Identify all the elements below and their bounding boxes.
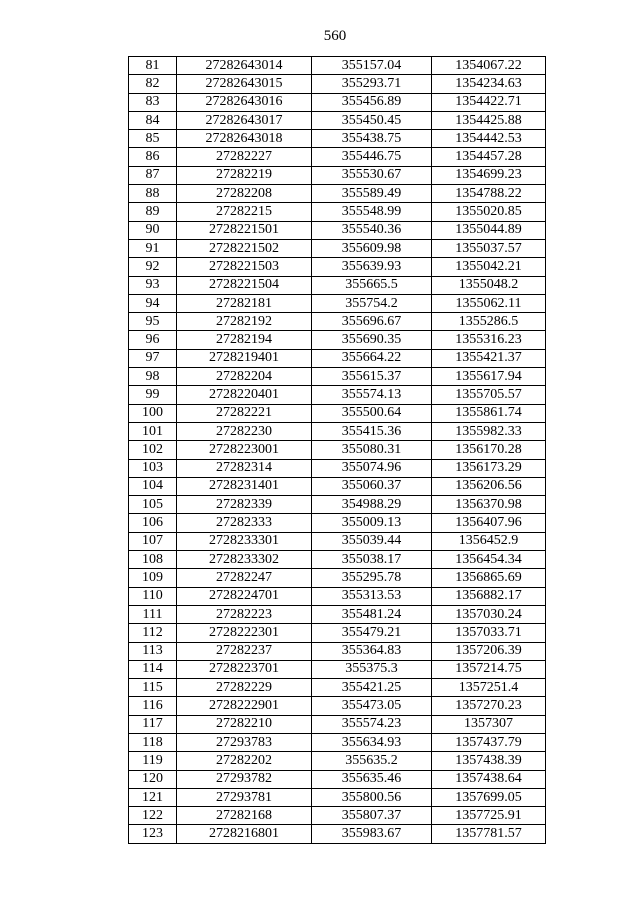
- point-number-cell: 98: [129, 368, 177, 386]
- x-coordinate-cell: 355364.83: [312, 642, 432, 660]
- table-row: [129, 148, 546, 166]
- table-row: [129, 770, 546, 788]
- x-coordinate-cell: 355009.13: [312, 514, 432, 532]
- x-coordinate-cell: 355635.46: [312, 770, 432, 788]
- y-coordinate-cell: 1356452.9: [432, 532, 546, 550]
- point-code-cell: 2728216801: [177, 825, 312, 843]
- x-coordinate-cell: 355038.17: [312, 551, 432, 569]
- table-row: [129, 93, 546, 111]
- point-code-cell: 27282643018: [177, 130, 312, 148]
- point-number-cell: 83: [129, 93, 177, 111]
- y-coordinate-cell: 1357725.91: [432, 807, 546, 825]
- point-number-cell: 86: [129, 148, 177, 166]
- table-row: [129, 441, 546, 459]
- point-code-cell: 27282247: [177, 569, 312, 587]
- y-coordinate-cell: 1355421.37: [432, 349, 546, 367]
- table-row: [129, 294, 546, 312]
- point-code-cell: 2728231401: [177, 477, 312, 495]
- point-code-cell: 2728219401: [177, 349, 312, 367]
- y-coordinate-cell: 1356206.56: [432, 477, 546, 495]
- table-row: [129, 368, 546, 386]
- point-code-cell: 27293783: [177, 733, 312, 751]
- point-number-cell: 117: [129, 715, 177, 733]
- table-row: [129, 221, 546, 239]
- table-row: [129, 715, 546, 733]
- table-row: [129, 386, 546, 404]
- point-code-cell: 27282643016: [177, 93, 312, 111]
- y-coordinate-cell: 1354788.22: [432, 185, 546, 203]
- point-number-cell: 104: [129, 477, 177, 495]
- point-number-cell: 90: [129, 221, 177, 239]
- point-number-cell: 102: [129, 441, 177, 459]
- x-coordinate-cell: 355634.93: [312, 733, 432, 751]
- point-number-cell: 96: [129, 331, 177, 349]
- x-coordinate-cell: 355540.36: [312, 221, 432, 239]
- y-coordinate-cell: 1354067.22: [432, 57, 546, 75]
- point-code-cell: 2728223001: [177, 441, 312, 459]
- table-row: [129, 605, 546, 623]
- point-code-cell: 2728221502: [177, 239, 312, 257]
- y-coordinate-cell: 1355048.2: [432, 276, 546, 294]
- point-number-cell: 120: [129, 770, 177, 788]
- point-code-cell: 27282192: [177, 313, 312, 331]
- y-coordinate-cell: 1354422.71: [432, 93, 546, 111]
- x-coordinate-cell: 355696.67: [312, 313, 432, 331]
- y-coordinate-cell: 1354699.23: [432, 166, 546, 184]
- x-coordinate-cell: 355665.5: [312, 276, 432, 294]
- table-row: [129, 349, 546, 367]
- table-row: [129, 130, 546, 148]
- point-number-cell: 97: [129, 349, 177, 367]
- table-row: [129, 532, 546, 550]
- point-code-cell: 27282314: [177, 459, 312, 477]
- point-number-cell: 110: [129, 587, 177, 605]
- table-row: [129, 422, 546, 440]
- point-number-cell: 95: [129, 313, 177, 331]
- y-coordinate-cell: 1356882.17: [432, 587, 546, 605]
- x-coordinate-cell: 355060.37: [312, 477, 432, 495]
- table-row: [129, 477, 546, 495]
- y-coordinate-cell: 1357438.64: [432, 770, 546, 788]
- x-coordinate-cell: 355456.89: [312, 93, 432, 111]
- x-coordinate-cell: 355807.37: [312, 807, 432, 825]
- x-coordinate-cell: 355690.35: [312, 331, 432, 349]
- point-number-cell: 92: [129, 258, 177, 276]
- x-coordinate-cell: 355639.93: [312, 258, 432, 276]
- point-code-cell: 27282215: [177, 203, 312, 221]
- table-row: [129, 733, 546, 751]
- table-row: [129, 496, 546, 514]
- table-row: [129, 313, 546, 331]
- y-coordinate-cell: 1357033.71: [432, 624, 546, 642]
- y-coordinate-cell: 1357781.57: [432, 825, 546, 843]
- x-coordinate-cell: 355800.56: [312, 788, 432, 806]
- table-row: [129, 459, 546, 477]
- y-coordinate-cell: 1355861.74: [432, 404, 546, 422]
- x-coordinate-cell: 354988.29: [312, 496, 432, 514]
- y-coordinate-cell: 1354442.53: [432, 130, 546, 148]
- y-coordinate-cell: 1357437.79: [432, 733, 546, 751]
- point-code-cell: 2728223701: [177, 660, 312, 678]
- point-number-cell: 82: [129, 75, 177, 93]
- point-number-cell: 119: [129, 752, 177, 770]
- y-coordinate-cell: 1355982.33: [432, 422, 546, 440]
- point-number-cell: 100: [129, 404, 177, 422]
- x-coordinate-cell: 355589.49: [312, 185, 432, 203]
- point-code-cell: 27282219: [177, 166, 312, 184]
- point-code-cell: 27293781: [177, 788, 312, 806]
- coordinates-table: [128, 56, 546, 844]
- y-coordinate-cell: 1356454.34: [432, 551, 546, 569]
- point-code-cell: 27282210: [177, 715, 312, 733]
- point-code-cell: 27282339: [177, 496, 312, 514]
- y-coordinate-cell: 1356865.69: [432, 569, 546, 587]
- x-coordinate-cell: 355074.96: [312, 459, 432, 477]
- point-number-cell: 106: [129, 514, 177, 532]
- point-code-cell: 27282194: [177, 331, 312, 349]
- point-code-cell: 2728221501: [177, 221, 312, 239]
- x-coordinate-cell: 355415.36: [312, 422, 432, 440]
- x-coordinate-cell: 355080.31: [312, 441, 432, 459]
- table-row: [129, 75, 546, 93]
- point-number-cell: 122: [129, 807, 177, 825]
- x-coordinate-cell: 355479.21: [312, 624, 432, 642]
- table-row: [129, 258, 546, 276]
- table-row: [129, 807, 546, 825]
- x-coordinate-cell: 355754.2: [312, 294, 432, 312]
- point-code-cell: 27282227: [177, 148, 312, 166]
- y-coordinate-cell: 1355316.23: [432, 331, 546, 349]
- y-coordinate-cell: 1357307: [432, 715, 546, 733]
- coordinates-table-body: [129, 57, 546, 844]
- point-number-cell: 123: [129, 825, 177, 843]
- y-coordinate-cell: 1357214.75: [432, 660, 546, 678]
- point-number-cell: 107: [129, 532, 177, 550]
- point-code-cell: 27282221: [177, 404, 312, 422]
- y-coordinate-cell: 1357030.24: [432, 605, 546, 623]
- table-row: [129, 404, 546, 422]
- point-number-cell: 109: [129, 569, 177, 587]
- point-number-cell: 108: [129, 551, 177, 569]
- point-number-cell: 81: [129, 57, 177, 75]
- point-code-cell: 27282202: [177, 752, 312, 770]
- y-coordinate-cell: 1355617.94: [432, 368, 546, 386]
- point-number-cell: 114: [129, 660, 177, 678]
- table-row: [129, 239, 546, 257]
- x-coordinate-cell: 355635.2: [312, 752, 432, 770]
- point-number-cell: 101: [129, 422, 177, 440]
- y-coordinate-cell: 1357251.4: [432, 679, 546, 697]
- point-number-cell: 118: [129, 733, 177, 751]
- point-code-cell: 2728222901: [177, 697, 312, 715]
- point-code-cell: 27282643015: [177, 75, 312, 93]
- y-coordinate-cell: 1355042.21: [432, 258, 546, 276]
- x-coordinate-cell: 355530.67: [312, 166, 432, 184]
- x-coordinate-cell: 355481.24: [312, 605, 432, 623]
- y-coordinate-cell: 1357699.05: [432, 788, 546, 806]
- x-coordinate-cell: 355293.71: [312, 75, 432, 93]
- point-code-cell: 27282223: [177, 605, 312, 623]
- x-coordinate-cell: 355295.78: [312, 569, 432, 587]
- y-coordinate-cell: 1357206.39: [432, 642, 546, 660]
- point-code-cell: 27282208: [177, 185, 312, 203]
- table-row: [129, 642, 546, 660]
- point-number-cell: 87: [129, 166, 177, 184]
- point-number-cell: 88: [129, 185, 177, 203]
- y-coordinate-cell: 1356370.98: [432, 496, 546, 514]
- y-coordinate-cell: 1357270.23: [432, 697, 546, 715]
- table-row: [129, 185, 546, 203]
- x-coordinate-cell: 355548.99: [312, 203, 432, 221]
- table-row: [129, 624, 546, 642]
- y-coordinate-cell: 1356170.28: [432, 441, 546, 459]
- point-number-cell: 113: [129, 642, 177, 660]
- y-coordinate-cell: 1356407.96: [432, 514, 546, 532]
- point-code-cell: 27282230: [177, 422, 312, 440]
- point-code-cell: 2728221503: [177, 258, 312, 276]
- x-coordinate-cell: 355574.13: [312, 386, 432, 404]
- y-coordinate-cell: 1354234.63: [432, 75, 546, 93]
- point-number-cell: 112: [129, 624, 177, 642]
- table-row: [129, 551, 546, 569]
- table-row: [129, 825, 546, 843]
- x-coordinate-cell: 355450.45: [312, 111, 432, 129]
- point-code-cell: 27282168: [177, 807, 312, 825]
- x-coordinate-cell: 355313.53: [312, 587, 432, 605]
- table-row: [129, 57, 546, 75]
- point-number-cell: 116: [129, 697, 177, 715]
- x-coordinate-cell: 355446.75: [312, 148, 432, 166]
- y-coordinate-cell: 1355037.57: [432, 239, 546, 257]
- x-coordinate-cell: 355473.05: [312, 697, 432, 715]
- x-coordinate-cell: 355609.98: [312, 239, 432, 257]
- page-number: 560: [323, 28, 347, 44]
- x-coordinate-cell: 355157.04: [312, 57, 432, 75]
- point-code-cell: 2728221504: [177, 276, 312, 294]
- table-row: [129, 111, 546, 129]
- x-coordinate-cell: 355375.3: [312, 660, 432, 678]
- point-number-cell: 103: [129, 459, 177, 477]
- point-code-cell: 2728233302: [177, 551, 312, 569]
- point-code-cell: 27282204: [177, 368, 312, 386]
- x-coordinate-cell: 355615.37: [312, 368, 432, 386]
- table-row: [129, 679, 546, 697]
- table-row: [129, 587, 546, 605]
- x-coordinate-cell: 355664.22: [312, 349, 432, 367]
- point-number-cell: 85: [129, 130, 177, 148]
- y-coordinate-cell: 1355286.5: [432, 313, 546, 331]
- x-coordinate-cell: 355438.75: [312, 130, 432, 148]
- table-row: [129, 660, 546, 678]
- point-number-cell: 94: [129, 294, 177, 312]
- table-row: [129, 788, 546, 806]
- point-code-cell: 27282237: [177, 642, 312, 660]
- point-number-cell: 115: [129, 679, 177, 697]
- point-number-cell: 91: [129, 239, 177, 257]
- point-code-cell: 2728224701: [177, 587, 312, 605]
- x-coordinate-cell: 355500.64: [312, 404, 432, 422]
- point-code-cell: 2728222301: [177, 624, 312, 642]
- y-coordinate-cell: 1357438.39: [432, 752, 546, 770]
- point-number-cell: 111: [129, 605, 177, 623]
- table-row: [129, 697, 546, 715]
- point-number-cell: 84: [129, 111, 177, 129]
- y-coordinate-cell: 1355020.85: [432, 203, 546, 221]
- y-coordinate-cell: 1355062.11: [432, 294, 546, 312]
- y-coordinate-cell: 1355044.89: [432, 221, 546, 239]
- point-code-cell: 27282181: [177, 294, 312, 312]
- y-coordinate-cell: 1354457.28: [432, 148, 546, 166]
- y-coordinate-cell: 1355705.57: [432, 386, 546, 404]
- point-number-cell: 105: [129, 496, 177, 514]
- table-row: [129, 514, 546, 532]
- table-row: [129, 166, 546, 184]
- point-code-cell: 27282643017: [177, 111, 312, 129]
- point-code-cell: 27282229: [177, 679, 312, 697]
- table-row: [129, 752, 546, 770]
- point-number-cell: 121: [129, 788, 177, 806]
- point-code-cell: 27282333: [177, 514, 312, 532]
- x-coordinate-cell: 355421.25: [312, 679, 432, 697]
- point-number-cell: 99: [129, 386, 177, 404]
- point-number-cell: 93: [129, 276, 177, 294]
- x-coordinate-cell: 355983.67: [312, 825, 432, 843]
- point-code-cell: 27293782: [177, 770, 312, 788]
- table-row: [129, 569, 546, 587]
- point-code-cell: 27282643014: [177, 57, 312, 75]
- table-row: [129, 203, 546, 221]
- x-coordinate-cell: 355574.23: [312, 715, 432, 733]
- x-coordinate-cell: 355039.44: [312, 532, 432, 550]
- table-row: [129, 276, 546, 294]
- point-number-cell: 89: [129, 203, 177, 221]
- table-row: [129, 331, 546, 349]
- point-code-cell: 2728220401: [177, 386, 312, 404]
- y-coordinate-cell: 1356173.29: [432, 459, 546, 477]
- y-coordinate-cell: 1354425.88: [432, 111, 546, 129]
- point-code-cell: 2728233301: [177, 532, 312, 550]
